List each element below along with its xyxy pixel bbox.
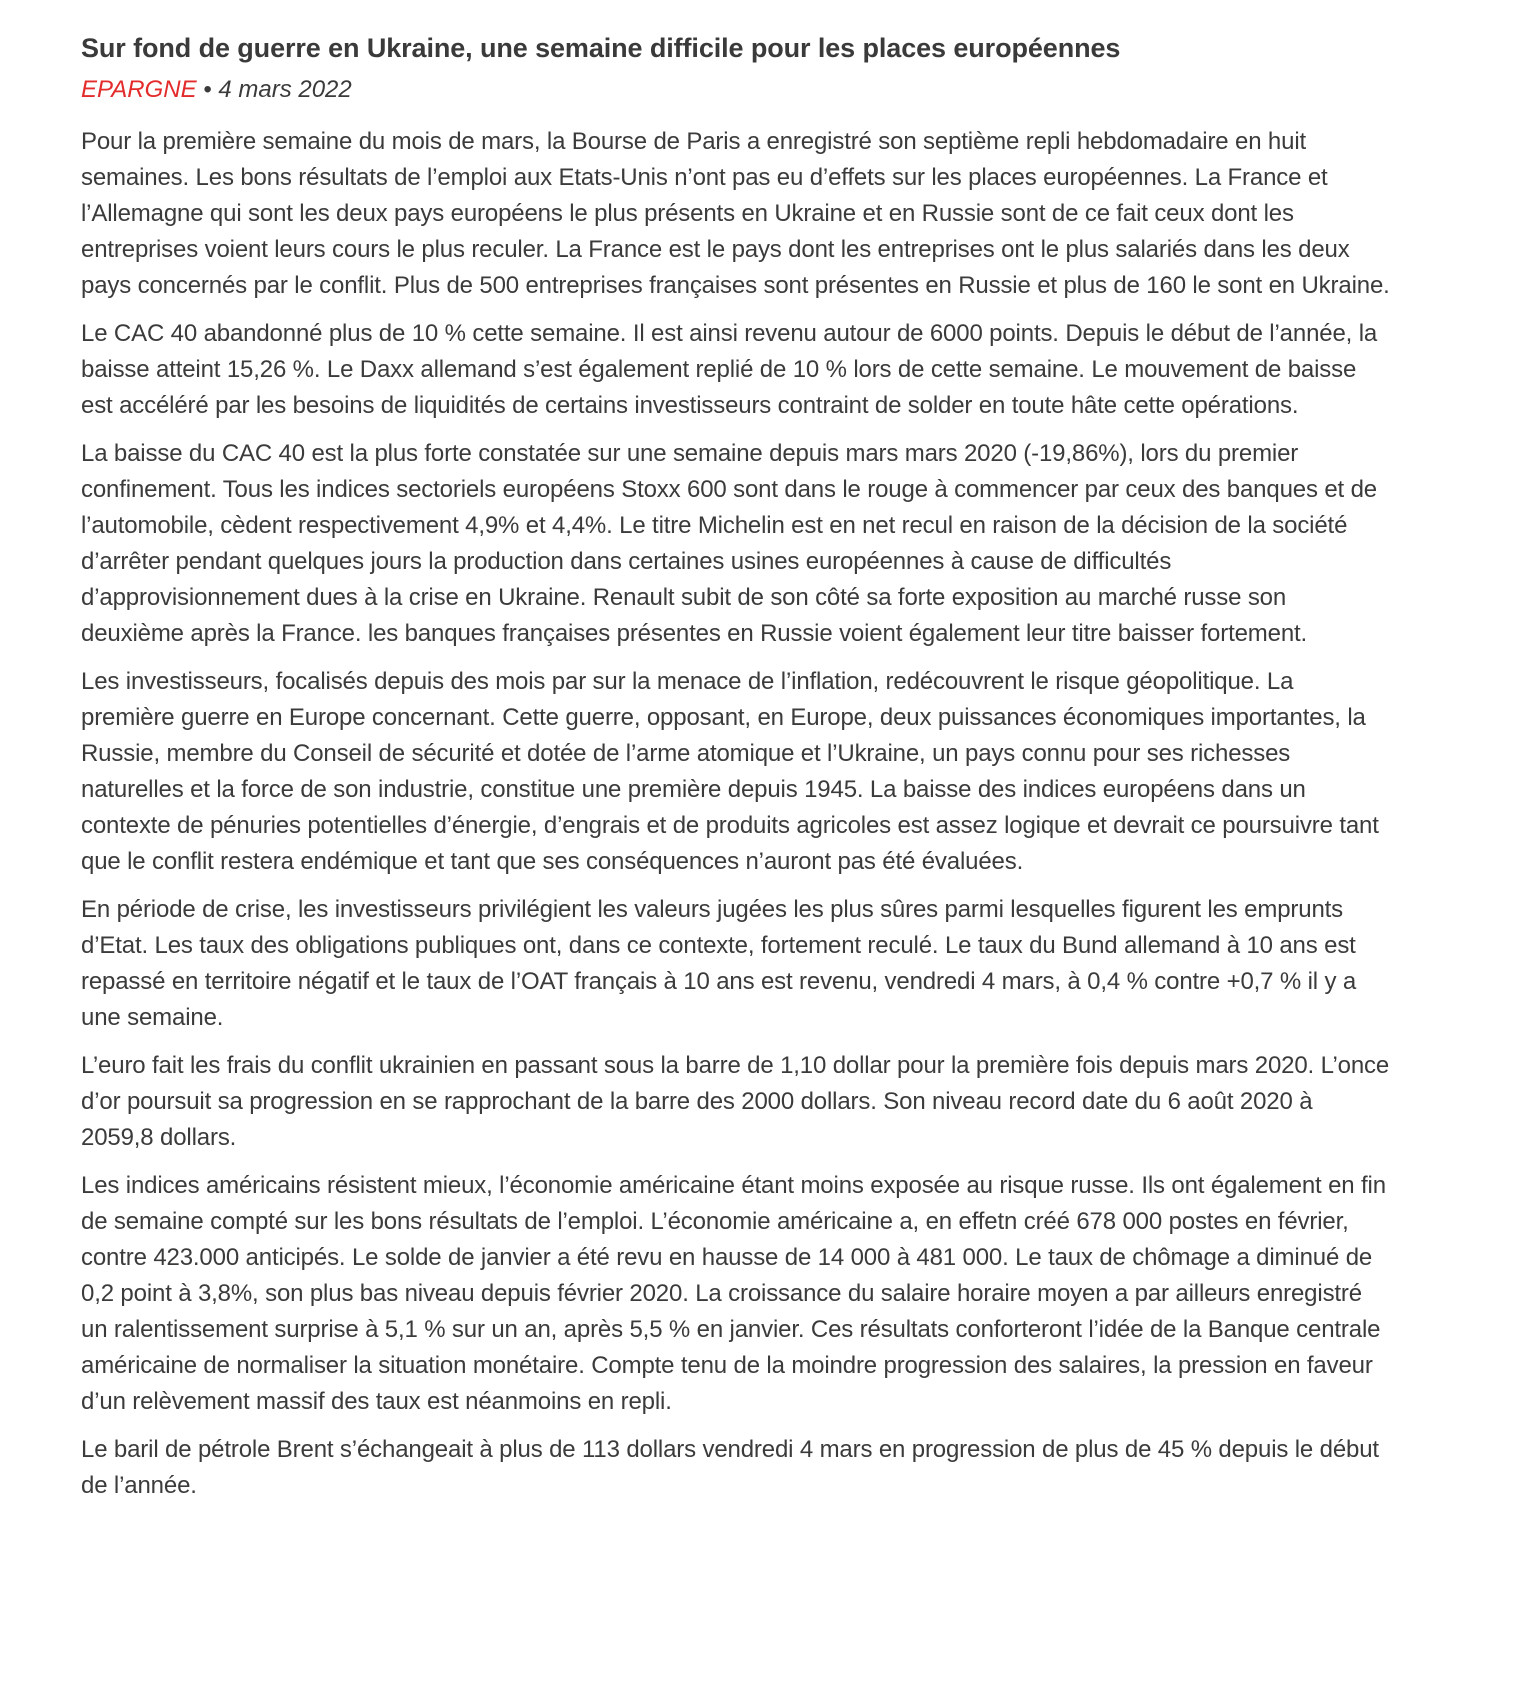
meta-separator: •	[196, 76, 219, 103]
article-paragraph: Pour la première semaine du mois de mars, la Bourse de Paris a enregistré son septième repli hebdomadaire en huit semaines. Les bons résultats de l’emploi aux Etats-Unis n’ont pas eu d’effets sur les places européennes. La France et l’Allemagne qui sont les deux pays européens le plus présents en Ukraine et en Russie sont de ce fait ceux dont les entreprises voient leurs cours le plus reculer. La France est le pays dont les entreprises ont le plus salariés dans les deux pays concernés par le conflit. Plus de 500 entreprises françaises sont présentes en Russie et plus de 160 le sont en Ukraine.	[81, 128, 1390, 299]
article-paragraph: Les indices américains résistent mieux, l’économie américaine étant moins exposée au risque russe. Ils ont également en fin de semaine compté sur les bons résultats de l’emploi. L’économie américaine a, en effetn créé 678 000 postes en février, contre 423.000 anticipés. Le solde de janvier a été revu en hausse de 14 000 à 481 000. Le taux de chômage a diminué de 0,2 point à 3,8%, son plus bas niveau depuis février 2020. La croissance du salaire horaire moyen a par ailleurs enregistré un ralentissement surprise à 5,1 % sur un an, après 5,5 % en janvier. Ces résultats conforteront l’idée de la Banque centrale américaine de normaliser la situation monétaire. Compte tenu de la moindre progression des salaires, la pression en faveur d’un relèvement massif des taux est néanmoins en repli.	[81, 1172, 1386, 1415]
article-paragraph: La baisse du CAC 40 est la plus forte constatée sur une semaine depuis mars mars 2020 (-19,86%), lors du premier confinement. Tous les indices sectoriels européens Stoxx 600 sont dans le rouge à commencer par ceux des banques et de l’automobile, cèdent respectivement 4,9% et 4,4%. Le titre Michelin est en net recul en raison de la décision de la société d’arrêter pendant quelques jours la production dans certaines usines européennes à cause de difficultés d’approvisionnement dues à la crise en Ukraine. Renault subit de son côté sa forte exposition au marché russe son deuxième après la France. les banques françaises présentes en Russie voient également leur titre baisser fortement.	[81, 440, 1377, 647]
article-title: Sur fond de guerre en Ukraine, une semaine difficile pour les places européennes	[81, 33, 1121, 63]
article-paragraph: En période de crise, les investisseurs privilégient les valeurs jugées les plus sûres parmi lesquelles figurent les emprunts d’Etat. Les taux des obligations publiques ont, dans ce contexte, fortement reculé. Le taux du Bund allemand à 10 ans est repassé en territoire négatif et le taux de l’OAT français à 10 ans est revenu, vendredi 4 mars, à 0,4 % contre +0,7 % il y a une semaine.	[81, 896, 1357, 1031]
article-paragraph: Les investisseurs, focalisés depuis des mois par sur la menace de l’inflation, redécouvrent le risque géopolitique. La première guerre en Europe concernant. Cette guerre, opposant, en Europe, deux puissances économiques importantes, la Russie, membre du Conseil de sécurité et dotée de l’arme atomique et l’Ukraine, un pays connu pour ses richesses naturelles et la force de son industrie, constitue une première depuis 1945. La baisse des indices européens dans un contexte de pénuries potentielles d’énergie, d’engrais et de produits agricoles est assez logique et devrait ce poursuivre tant que le conflit restera endémique et tant que ses conséquences n’auront pas été évaluées.	[81, 668, 1379, 875]
article-paragraph: Le baril de pétrole Brent s’échangeait à plus de 113 dollars vendredi 4 mars en progression de plus de 45 % depuis le début de l’année.	[81, 1436, 1379, 1499]
article-paragraph: L’euro fait les frais du conflit ukrainien en passant sous la barre de 1,10 dollar pour la première fois depuis mars 2020. L’once d’or poursuit sa progression en se rapprochant de la barre des 2000 dollars. Son niveau record date du 6 août 2020 à 2059,8 dollars.	[81, 1052, 1390, 1151]
article-meta	[81, 74, 1391, 106]
category-link[interactable]: EPARGNE	[81, 76, 197, 103]
article-paragraph: Le CAC 40 abandonné plus de 10 % cette semaine. Il est ainsi revenu autour de 6000 points. Depuis le début de l’année, la baisse atteint 15,26 %. Le Daxx allemand s’est également replié de 10 % lors de cette semaine. Le mouvement de baisse est accéléré par les besoins de liquidités de certains investisseurs contraint de solder en toute hâte cette opérations.	[81, 320, 1378, 419]
article-date: 4 mars 2022	[218, 76, 352, 103]
